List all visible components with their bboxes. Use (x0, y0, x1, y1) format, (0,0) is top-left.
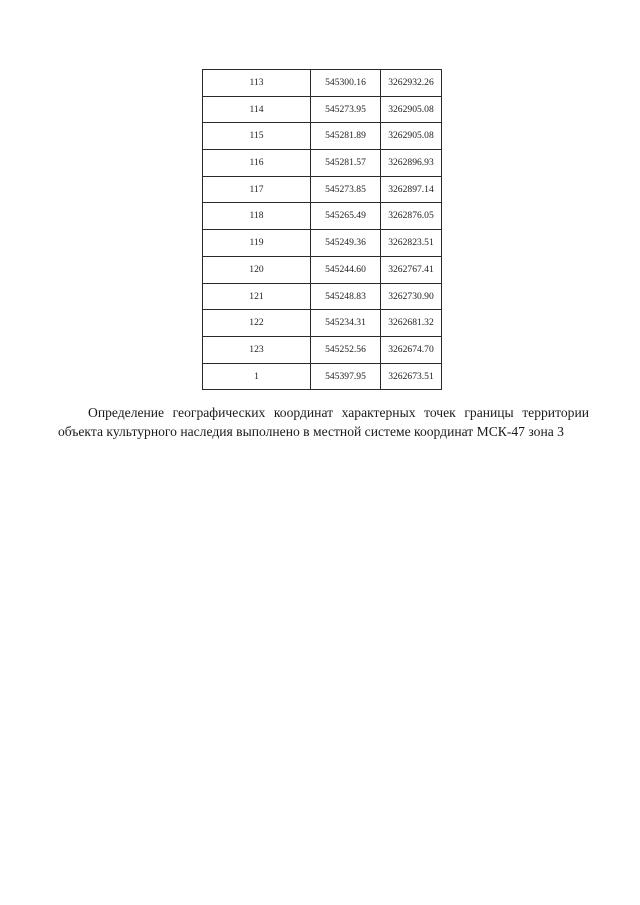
x-coordinate-cell: 545281.57 (311, 150, 381, 177)
table-row (203, 203, 442, 230)
y-coordinate-cell: 3262767.41 (381, 256, 442, 283)
point-number-cell: 1 (203, 363, 311, 390)
x-coordinate-cell: 545273.85 (311, 176, 381, 203)
y-coordinate-cell: 3262730.90 (381, 283, 442, 310)
y-coordinate-cell: 3262932.26 (381, 70, 442, 97)
x-coordinate-cell: 545273.95 (311, 96, 381, 123)
x-coordinate-cell: 545281.89 (311, 123, 381, 150)
y-coordinate-cell: 3262674.70 (381, 336, 442, 363)
table-row (203, 123, 442, 150)
x-coordinate-cell: 545252.56 (311, 336, 381, 363)
point-number-cell: 122 (203, 310, 311, 337)
y-coordinate-cell: 3262673.51 (381, 363, 442, 390)
y-coordinate-cell: 3262823.51 (381, 230, 442, 257)
table-row (203, 70, 442, 97)
table-row (203, 363, 442, 390)
y-coordinate-cell: 3262876.05 (381, 203, 442, 230)
x-coordinate-cell: 545234.31 (311, 310, 381, 337)
coordinate-system-note: Определение географических координат характерных точек границы территории объекта культурного наследия выполнено в местной системе координат МСК-47 зона 3 (58, 405, 589, 439)
y-coordinate-cell: 3262896.93 (381, 150, 442, 177)
x-coordinate-cell: 545244.60 (311, 256, 381, 283)
point-number-cell: 114 (203, 96, 311, 123)
point-number-cell: 117 (203, 176, 311, 203)
y-coordinate-cell: 3262897.14 (381, 176, 442, 203)
point-number-cell: 121 (203, 283, 311, 310)
x-coordinate-cell: 545249.36 (311, 230, 381, 257)
table-row (203, 336, 442, 363)
table-row (203, 176, 442, 203)
table-row (203, 310, 442, 337)
point-number-cell: 115 (203, 123, 311, 150)
y-coordinate-cell: 3262681.32 (381, 310, 442, 337)
point-number-cell: 120 (203, 256, 311, 283)
table-row (203, 150, 442, 177)
coordinates-table-body (203, 70, 442, 390)
table-row (203, 96, 442, 123)
x-coordinate-cell: 545300.16 (311, 70, 381, 97)
x-coordinate-cell: 545397.95 (311, 363, 381, 390)
coordinates-table (202, 69, 442, 390)
x-coordinate-cell: 545248.83 (311, 283, 381, 310)
point-number-cell: 118 (203, 203, 311, 230)
point-number-cell: 123 (203, 336, 311, 363)
table-row (203, 256, 442, 283)
point-number-cell: 116 (203, 150, 311, 177)
point-number-cell: 113 (203, 70, 311, 97)
point-number-cell: 119 (203, 230, 311, 257)
table-row (203, 230, 442, 257)
table-row (203, 283, 442, 310)
y-coordinate-cell: 3262905.08 (381, 123, 442, 150)
x-coordinate-cell: 545265.49 (311, 203, 381, 230)
y-coordinate-cell: 3262905.08 (381, 96, 442, 123)
